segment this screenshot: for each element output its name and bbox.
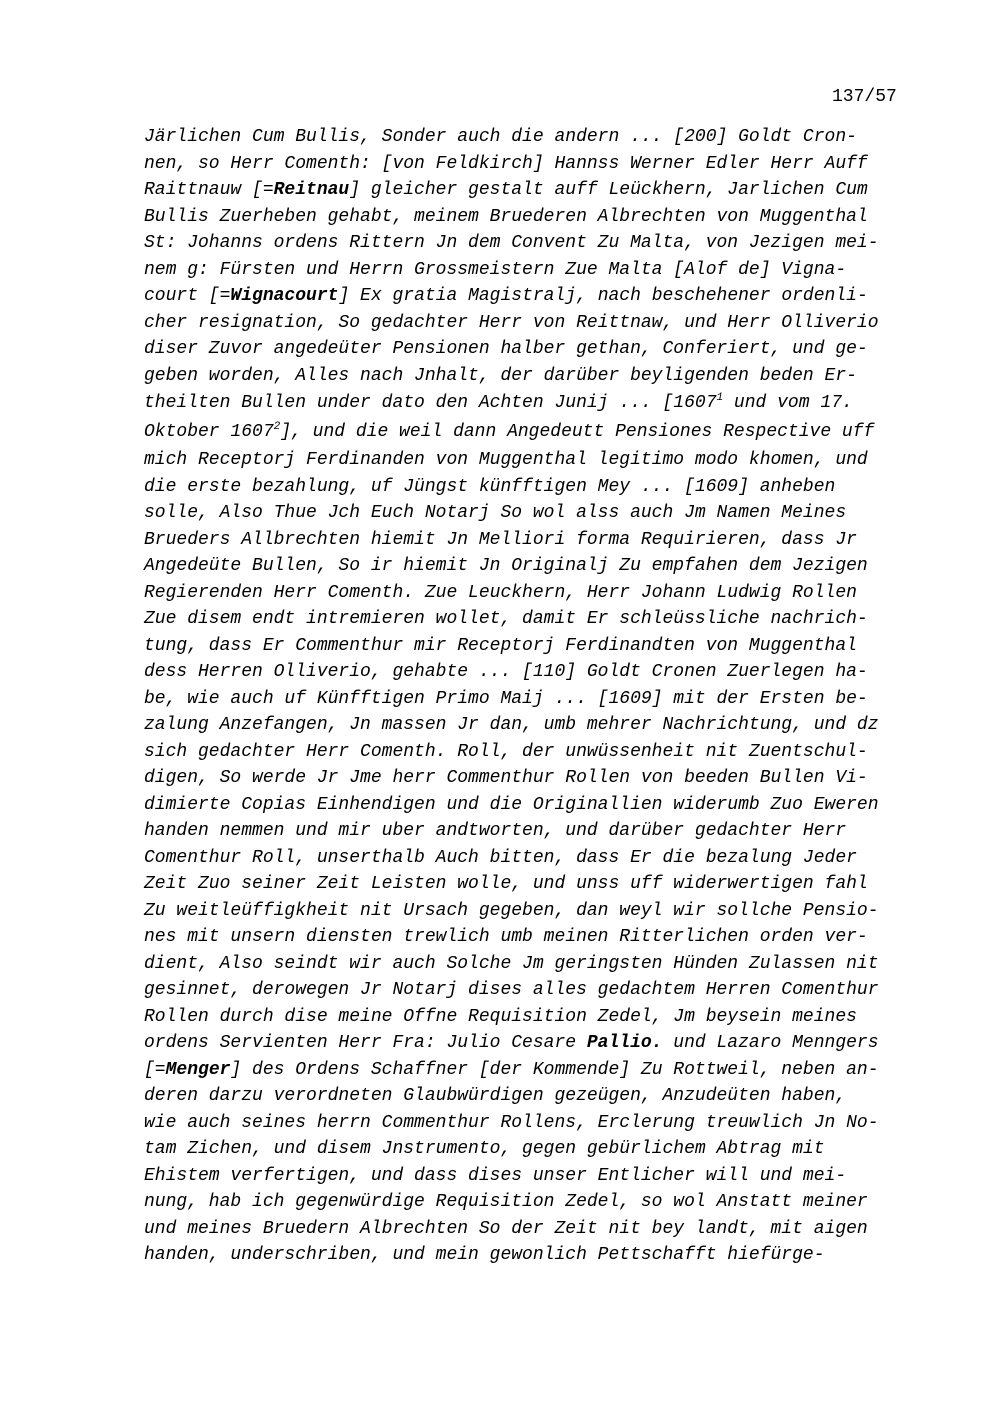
text-line: Bullis Zuerheben gehabt, meinem Bruederen Albrechten von Muggenthal: [144, 206, 868, 227]
text-line: court [=Wignacourt] Ex gratia Magistralj, nach beschehener ordenli-: [144, 286, 868, 306]
text-line: Zue disem endt intremieren wollet, damit Er schleüssliche nachrich-: [144, 609, 868, 629]
text-line: und meines Bruedern Albrechten So der Zeit nit bey landt, mit aigen: [144, 1218, 868, 1239]
text-line: wie auch seines herrn Commenthur Rollens, Erclerung treuwlich Jn No-: [144, 1112, 879, 1133]
text-line: dient, Also seindt wir auch Solche Jm geringsten Hünden Zulassen nit: [144, 953, 879, 974]
text-line: Oktober 1607$^2$], und die weil dann Angedeutt Pensiones Respective uff: [144, 421, 875, 442]
text-line: nes mit unsern diensten trewlich umb meinen Ritterlichen orden ver-: [144, 927, 868, 947]
text-line: gesinnet, derowegen Jr Notarj dises alles gedachtem Herren Comenthur: [144, 980, 879, 1000]
text-line: deren darzu verordneten Glaubwürdigen gezeügen, Anzudeüten haben,: [144, 1086, 847, 1106]
text-line: nung, hab ich gegenwürdige Requisition Zedel, so wol Anstatt meiner: [144, 1192, 868, 1212]
text-line: Regierenden Herr Comenth. Zue Leuckhern, Herr Johann Ludwig Rollen: [144, 582, 857, 603]
text-line: theilten Bullen under dato den Achten Junij ... [1607$^1$ und vom 17.: [144, 392, 853, 413]
text-line: zalung Anzefangen, Jn massen Jr dan, umb mehrer Nachrichtung, und dz: [144, 715, 879, 735]
page-number: 137/57: [832, 87, 897, 107]
transcription-text: [144, 124, 904, 1269]
text-line: dimierte Copias Einhendigen und die Originallien widerumb Zuo Eweren: [144, 794, 879, 815]
text-line: Ehistem verfertigen, und dass dises unser Entlicher will und mei-: [144, 1165, 847, 1186]
text-line: [=Menger] des Ordens Schaffner [der Kommende] Zu Rottweil, neben an-: [144, 1059, 879, 1080]
text-line: tam Zichen, und disem Jnstrumento, gegen gebürlichem Abtrag mit: [144, 1139, 825, 1159]
text-line: solle, Also Thue Jch Euch Notarj So wol alss auch Jm Namen Meines: [144, 503, 847, 523]
text-line: nen, so Herr Comenth: [von Feldkirch] Hannss Werner Edler Herr Auff: [144, 153, 868, 174]
text-line: handen, underschriben, und mein gewonlich Pettschafft hiefürge-: [144, 1245, 825, 1265]
text-line: dess Herren Olliverio, gehabte ... [110] Goldt Cronen Zuerlegen ha-: [144, 662, 868, 682]
bold-term: Pallio.: [586, 1033, 663, 1053]
text-line: Järlichen Cum Bullis, Sonder auch die andern ... [200] Goldt Cron-: [144, 127, 857, 147]
text-line: nem g: Fürsten und Herrn Grossmeistern Zue Malta [Alof de] Vigna-: [144, 259, 847, 280]
text-line: mich Receptorj Ferdinanden von Muggenthal legitimo modo khomen, und: [144, 450, 868, 470]
text-line: handen nemmen und mir uber andtworten, und darüber gedachter Herr: [144, 821, 847, 841]
text-line: cher resignation, So gedachter Herr von Reittnaw, und Herr Olliverio: [144, 312, 879, 333]
text-line: Rollen durch dise meine Offne Requisition Zedel, Jm beysein meines: [144, 1006, 857, 1027]
bold-term: Wignacourt: [230, 286, 339, 306]
bold-term: Menger: [165, 1059, 231, 1080]
footnote-marker: 1: [716, 392, 724, 404]
text-line: Zeit Zuo seiner Zeit Leisten wolle, und unss uff widerwertigen fahl: [144, 874, 868, 894]
bold-term: Reitnau: [273, 180, 350, 200]
text-line: geben worden, Alles nach Jnhalt, der darüber beyligenden beden Er-: [144, 365, 857, 386]
text-line: be, wie auch uf Künfftigen Primo Maij ... [1609] mit der Ersten be-: [144, 688, 868, 709]
text-line: St: Johanns ordens Rittern Jn dem Convent Zu Malta, von Jezigen mei-: [144, 233, 879, 253]
text-line: Brueders Allbrechten hiemit Jn Melliori forma Requirieren, dass Jr: [144, 529, 857, 550]
text-line: digen, So werde Jr Jme herr Commenthur Rollen von beeden Bullen Vi-: [144, 768, 868, 788]
text-line: Zu weitleüffigkheit nit Ursach gegeben, dan weyl wir sollche Pensio-: [144, 900, 879, 921]
text-line: tung, dass Er Commenthur mir Receptorj Ferdinandten von Muggenthal: [144, 635, 857, 656]
text-line: sich gedachter Herr Comenth. Roll, der unwüssenheit nit Zuentschul-: [144, 741, 868, 762]
text-line: Raittnauw [=Reitnau] gleicher gestalt auff Leückhern, Jarlichen Cum: [144, 180, 868, 200]
footnote-marker: 2: [273, 421, 281, 433]
text-line: Angedeüte Bullen, So ir hiemit Jn Originalj Zu empfahen dem Jezigen: [144, 556, 868, 576]
text-line: diser Zuvor angedeüter Pensionen halber gethan, Conferiert, und ge-: [144, 339, 868, 359]
text-line: die erste bezahlung, uf Jüngst künfftigen Mey ... [1609] anheben: [144, 476, 836, 497]
text-line: ordens Servienten Herr Fra: Julio Cesare Pallio. und Lazaro Menngers: [144, 1033, 879, 1053]
text-line: Comenthur Roll, unserthalb Auch bitten, dass Er die bezalung Jeder: [144, 847, 857, 868]
